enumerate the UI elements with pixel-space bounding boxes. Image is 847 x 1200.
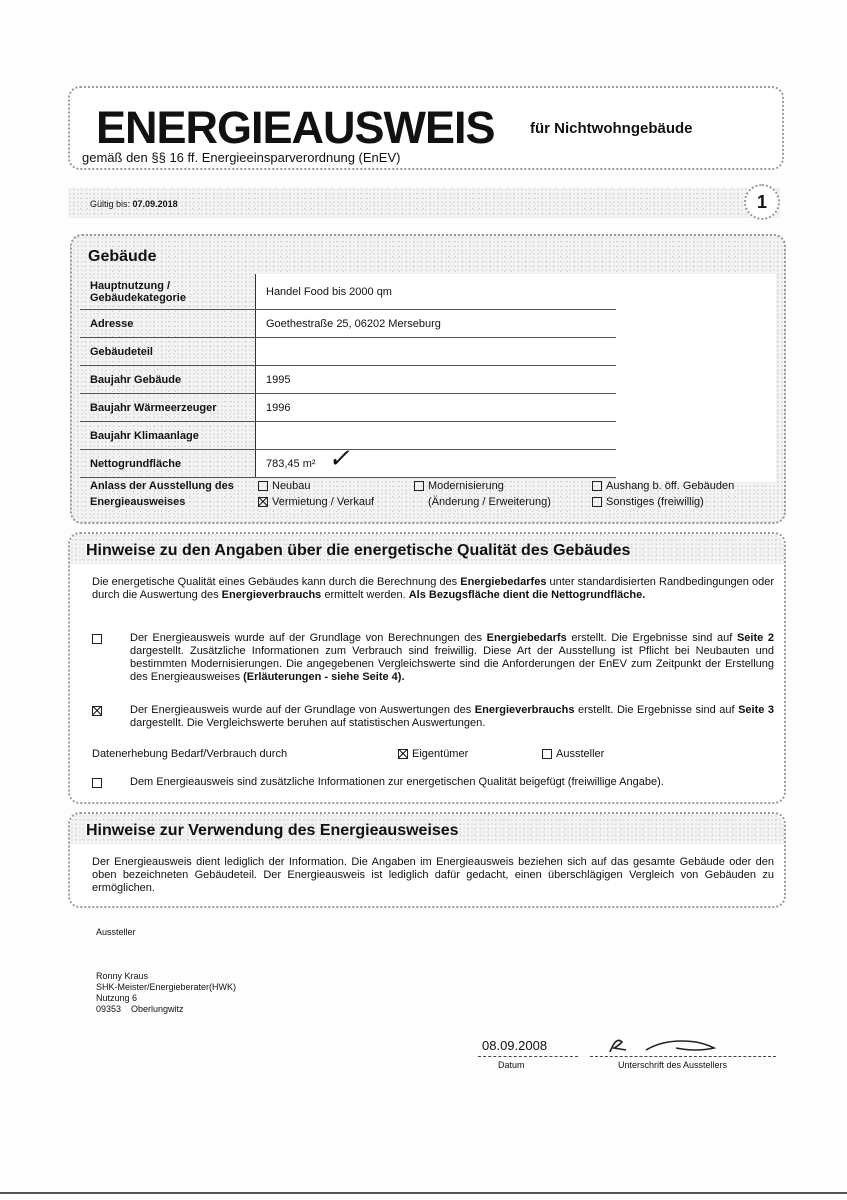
row-value: 1995 — [256, 366, 627, 394]
usage-notes-text: Der Energieausweis dient lediglich der Information. Die Angaben im Energieausweis beziehen sich auf das gesamte Gebäude oder den oben bezeichneten Gebäudeteil. Der Energieausweis ist lediglich dafür gedacht, einen überschlägigen Vergleich von Gebäuden zu ermöglichen. — [92, 856, 774, 894]
reason-column-3 — [592, 478, 734, 510]
document-subtitle: gemäß den §§ 16 ff. Energieeinsparverordnung (EnEV) — [82, 150, 401, 165]
option-issuer[interactable]: Aussteller — [542, 748, 604, 761]
row-value — [256, 422, 627, 450]
issuer-name: Ronny Kraus — [96, 971, 149, 981]
issue-date: 08.09.2008 — [482, 1038, 548, 1053]
quality-intro: Die energetische Qualität eines Gebäudes kann durch die Berechnung des Energiebedarfes unter standardisierten Randbedingungen oder durch die Auswertung des Energieverbrauchs ermittelt werden. Als Bezugsfläche dient die Nettogrundfläche. — [92, 576, 774, 601]
checkbox-icon[interactable] — [92, 634, 102, 644]
date-label: Datum — [498, 1060, 525, 1070]
row-label: Baujahr Klimaanlage — [80, 422, 256, 450]
data-collection-label: Datenerhebung Bedarf/Verbrauch durch — [92, 748, 288, 760]
net-floor-area: 783,45 m² — [266, 457, 316, 470]
option-modernization[interactable]: Modernisierung — [414, 478, 551, 494]
scan-edge-line — [0, 1192, 847, 1194]
quality-notes-title: Hinweise zu den Angaben über die energetische Qualität des Gebäudes — [86, 542, 631, 559]
option-public-display[interactable]: Aushang b. öff. Gebäuden — [592, 478, 734, 494]
row-value: Goethestraße 25, 06202 Merseburg — [256, 310, 627, 338]
table-row — [80, 338, 627, 366]
building-photo-area — [616, 274, 776, 482]
checkbox-icon[interactable] — [542, 749, 552, 759]
validity-label: Gültig bis: — [90, 199, 131, 209]
checkbox-checked-icon[interactable] — [398, 749, 408, 759]
option-owner[interactable]: Eigentümer — [398, 748, 468, 761]
row-label: Baujahr Wärmeerzeuger — [80, 394, 256, 422]
quality-notes-section: Hinweise zu den Angaben über die energetische Qualität des Gebäudes Die energetische Qualität eines Gebäudes kann durch die Berechnung des Energiebedarfes unter standardisierten Randbedingungen oder durch die Auswertung des Energieverbrauchs ermittelt werden. Als Bezugsfläche dient die Nettogrundfläche. Der Energieausweis wurde auf der Grundlage von Berechnungen des Energiebedarfs erstellt. Die Ergebnisse sind auf Seite 2 dargestellt. Zusätzliche Informationen zum Verbrauch sind freiwillig. Diese Art der Ausstellung ist Pflicht bei Neubauten und bestimmten Modernisierungen. Die angegebenen Vergleichswerte sind die Anforderungen der EnEV zum Zeitpunkt der Erstellung des Energieausweises (Erläuterungen - siehe Seite 4). Der Energieausweis wurde auf der Grundlage von Auswertungen des Energieverbrauchs erstellt. Die Ergebnisse sind auf Seite 3 dargestellt. Die Vergleichswerte beruhen auf statistischen Auswertungen. Datenerhebung Bedarf/Verbrauch durch Eigentümer Aussteller Dem Energieausweis sind zusätzliche Informationen zur energetischen Qualität beigefügt (freiwillige Angabe). — [68, 532, 786, 804]
row-label: Hauptnutzung / Gebäudekategorie — [80, 274, 256, 310]
handwritten-signature-icon — [606, 1032, 726, 1060]
option-new-building[interactable]: Neubau — [258, 478, 374, 494]
usage-notes-section — [68, 812, 786, 908]
usage-notes-title: Hinweise zur Verwendung des Energieausweises — [86, 822, 459, 839]
table-row — [80, 310, 627, 338]
issuer-title: SHK-Meister/Energieberater(HWK) — [96, 982, 237, 992]
building-section-title: Gebäude — [88, 248, 157, 265]
table-row — [80, 366, 627, 394]
checkbox-checked-icon[interactable] — [258, 497, 268, 507]
row-label: Baujahr Gebäude — [80, 366, 256, 394]
validity — [90, 199, 178, 209]
checkbox-icon[interactable] — [592, 497, 602, 507]
date-line — [478, 1056, 578, 1057]
option-modernization-note: (Änderung / Erweiterung) — [428, 496, 551, 508]
data-collection-row — [92, 748, 774, 761]
option-other[interactable]: Sonstiges (freiwillig) — [592, 494, 734, 510]
issuer-city: 09353 Oberlungwitz — [96, 1004, 184, 1014]
document-title-suffix: für Nichtwohngebäude — [530, 120, 693, 137]
reason-column-2 — [414, 478, 551, 510]
table-row — [80, 422, 627, 450]
table-row — [80, 394, 627, 422]
row-label: Nettogrundfläche — [80, 450, 256, 478]
row-label: Gebäudeteil — [80, 338, 256, 366]
validity-date: 07.09.2018 — [132, 199, 178, 209]
checkbox-icon[interactable] — [592, 481, 602, 491]
page-number-badge: 1 — [744, 184, 780, 220]
issuance-reason — [80, 474, 780, 516]
checkbox-icon[interactable] — [258, 481, 268, 491]
issuer-block — [96, 927, 236, 1015]
building-section — [70, 234, 786, 524]
reason-column-1 — [258, 478, 374, 510]
table-row — [80, 274, 627, 310]
building-table — [80, 274, 627, 478]
checkbox-icon[interactable] — [414, 481, 424, 491]
row-value: Handel Food bis 2000 qm — [256, 274, 627, 310]
row-label: Adresse — [80, 310, 256, 338]
handwritten-checkmark-icon: ✓ — [328, 444, 350, 474]
document-header — [68, 86, 784, 170]
issuance-reason-label: Anlass der Ausstellung des Energieausweises — [90, 480, 234, 508]
checkbox-checked-icon[interactable] — [92, 706, 102, 716]
issuer-label: Aussteller — [96, 927, 136, 937]
document-title: ENERGIEAUSWEIS — [96, 102, 495, 153]
checkbox-icon[interactable] — [92, 778, 102, 788]
signature-label: Unterschrift des Ausstellers — [618, 1060, 728, 1070]
option-rent-sale[interactable]: Vermietung / Verkauf — [258, 494, 374, 510]
row-value: 1996 — [256, 394, 627, 422]
row-value — [256, 338, 627, 366]
issuer-street: Nutzung 6 — [96, 993, 138, 1003]
